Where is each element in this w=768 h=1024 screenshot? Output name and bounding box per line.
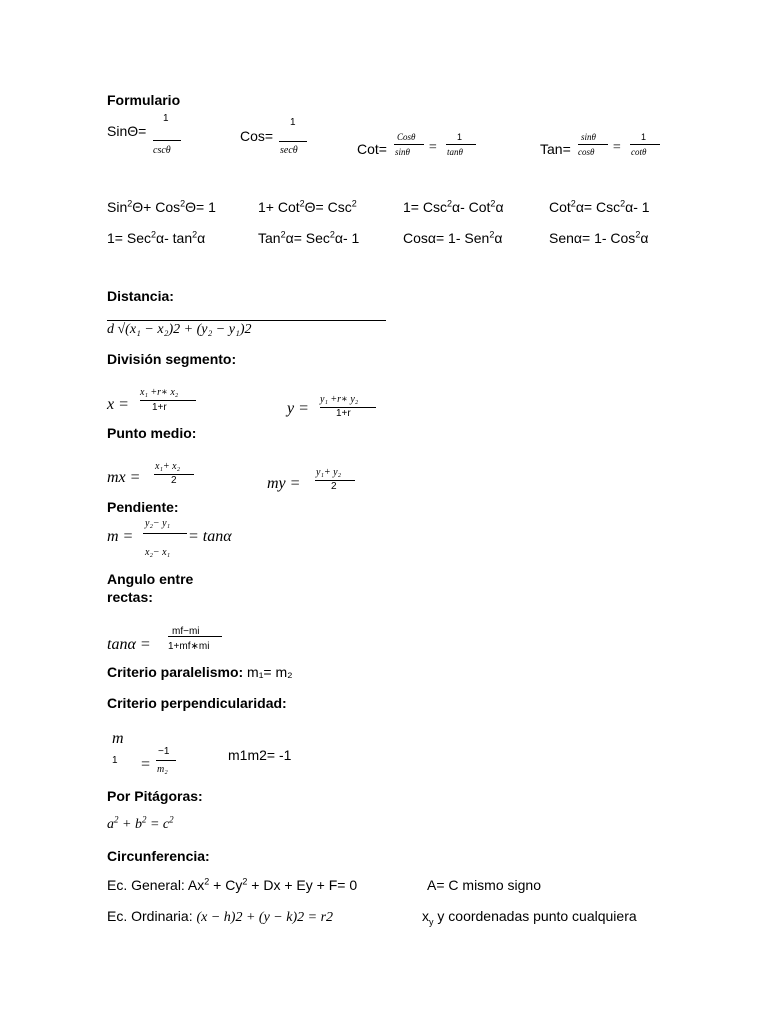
identity: Cosα= 1- Sen$^2$α: [403, 229, 503, 246]
ec-general-note: A= C mismo signo: [427, 877, 541, 893]
tan-denominator-1: cosθ: [578, 147, 595, 157]
punto-medio-my-den: 2: [331, 481, 337, 492]
punto-medio-mx-num: x₁+ x₂: [155, 461, 181, 472]
cos-numerator: 1: [290, 117, 296, 128]
ec-ordinaria: Ec. Ordinaria: (x − h)2 + (y − k)2 = r2: [107, 908, 334, 925]
division-x-num: x₁ +r∗ x₂: [140, 387, 179, 398]
angulo-num: mf−mi: [172, 626, 200, 637]
perp-text: m1m2= -1: [228, 747, 292, 763]
distancia-formula: d √(x₁ − x₂)2 + (y₂ − y₁)2: [107, 322, 252, 337]
distancia-heading: Distancia:: [107, 288, 174, 304]
perp-num: −1: [158, 746, 170, 757]
sin-fraction-bar: [153, 140, 181, 141]
pendiente-bar: [143, 533, 187, 534]
identity: 1= Sec$^2$α- $\tan^2\alpha$: [107, 229, 206, 246]
angulo-lhs: tanα =: [107, 636, 151, 653]
cot-fraction-bar-2: [446, 144, 476, 145]
angulo-heading-2: rectas:: [107, 589, 153, 605]
pendiente-num: y₂− y₁: [145, 518, 171, 529]
punto-medio-mx-den: 2: [171, 475, 177, 486]
punto-medio-my-lhs: my =: [267, 475, 301, 492]
pitagoras-formula: $a^2 + b^2 = c^2$: [107, 814, 174, 832]
perp-equals: =: [140, 756, 151, 773]
tan-denominator-2: cotθ: [631, 147, 647, 157]
identity: Tan$^2$α= Sec$^2$α- 1: [258, 229, 360, 246]
identity: 1= Csc$^2$α- Cot$^2$α: [403, 198, 504, 215]
identity: Sin$^2$Θ+ Cos$^2$Θ= 1: [107, 198, 216, 215]
cot-equals: =: [428, 140, 438, 155]
sin-numerator: 1: [163, 113, 169, 124]
cot-denominator-2: tanθ: [447, 147, 463, 157]
punto-medio-mx-lhs: mx =: [107, 469, 141, 486]
cot-numerator-2: 1: [457, 132, 463, 142]
distancia-rule: [107, 320, 386, 321]
division-x-den: 1+r: [152, 402, 167, 413]
division-y-num: y₁ +r∗ y₂: [320, 394, 359, 405]
division-y-den: 1+r: [336, 408, 351, 419]
tan-numerator-2: 1: [641, 132, 647, 142]
pitagoras-heading: Por Pitágoras:: [107, 788, 203, 804]
cot-label: Cot=: [357, 141, 387, 157]
tan-fraction-bar-1: [578, 144, 608, 145]
cot-denominator-1: sinθ: [395, 147, 410, 157]
circunferencia-heading: Circunferencia:: [107, 848, 210, 864]
tan-numerator-1: sinθ: [581, 132, 596, 142]
cos-fraction-bar: [279, 141, 307, 142]
tan-fraction-bar-2: [630, 144, 660, 145]
division-x-lhs: x =: [107, 396, 129, 413]
paralelismo-heading: Criterio paralelismo:: [107, 664, 244, 680]
sin-label: SinΘ=: [107, 123, 147, 139]
perp-m: m: [112, 730, 124, 747]
cot-fraction-bar-1: [394, 144, 424, 145]
pendiente-lhs: m =: [107, 528, 134, 545]
ec-general: Ec. General: $Ax^2 + Cy^2 + Dx + Ey + F= 0$: [107, 876, 358, 893]
angulo-bar: [168, 636, 222, 637]
perp-den: m₂: [157, 764, 168, 775]
ec-ordinaria-note: $x_y$ y coordenadas punto cualquiera: [422, 908, 637, 927]
cos-label: Cos=: [240, 128, 274, 144]
division-heading: División segmento:: [107, 351, 237, 367]
page-title: Formulario: [107, 92, 181, 108]
paralelismo-text: m₁= m₂: [247, 664, 293, 680]
perpendicularidad-heading: Criterio perpendicularidad:: [107, 695, 287, 711]
identity: 1+ Cot$^2$Θ= Csc$^2$: [258, 198, 357, 215]
paralelismo-row: [107, 664, 293, 680]
pendiente-den: x₂− x₁: [145, 547, 171, 558]
angulo-den: 1+mf∗mi: [168, 641, 210, 652]
angulo-heading-1: Angulo entre: [107, 571, 194, 587]
identity: Senα= 1- Cos$^2$α: [549, 229, 649, 246]
perp-bar: [156, 760, 176, 761]
punto-medio-heading: Punto medio:: [107, 425, 197, 441]
pendiente-rhs: = tanα: [188, 528, 232, 545]
punto-medio-my-num: y₁+ y₂: [316, 467, 342, 478]
sin-denominator: cscθ: [153, 145, 171, 156]
perp-sub: 1: [112, 755, 118, 766]
division-x-bar: [140, 400, 196, 401]
tan-label: Tan=: [540, 141, 571, 157]
division-y-lhs: y =: [287, 400, 309, 417]
cot-numerator-1: Cosθ: [397, 132, 416, 142]
cos-denominator: secθ: [280, 145, 298, 156]
identity: Cot$^2$α= Csc$^2$α- 1: [549, 198, 650, 215]
tan-equals: =: [612, 140, 622, 155]
pendiente-heading: Pendiente:: [107, 499, 179, 515]
